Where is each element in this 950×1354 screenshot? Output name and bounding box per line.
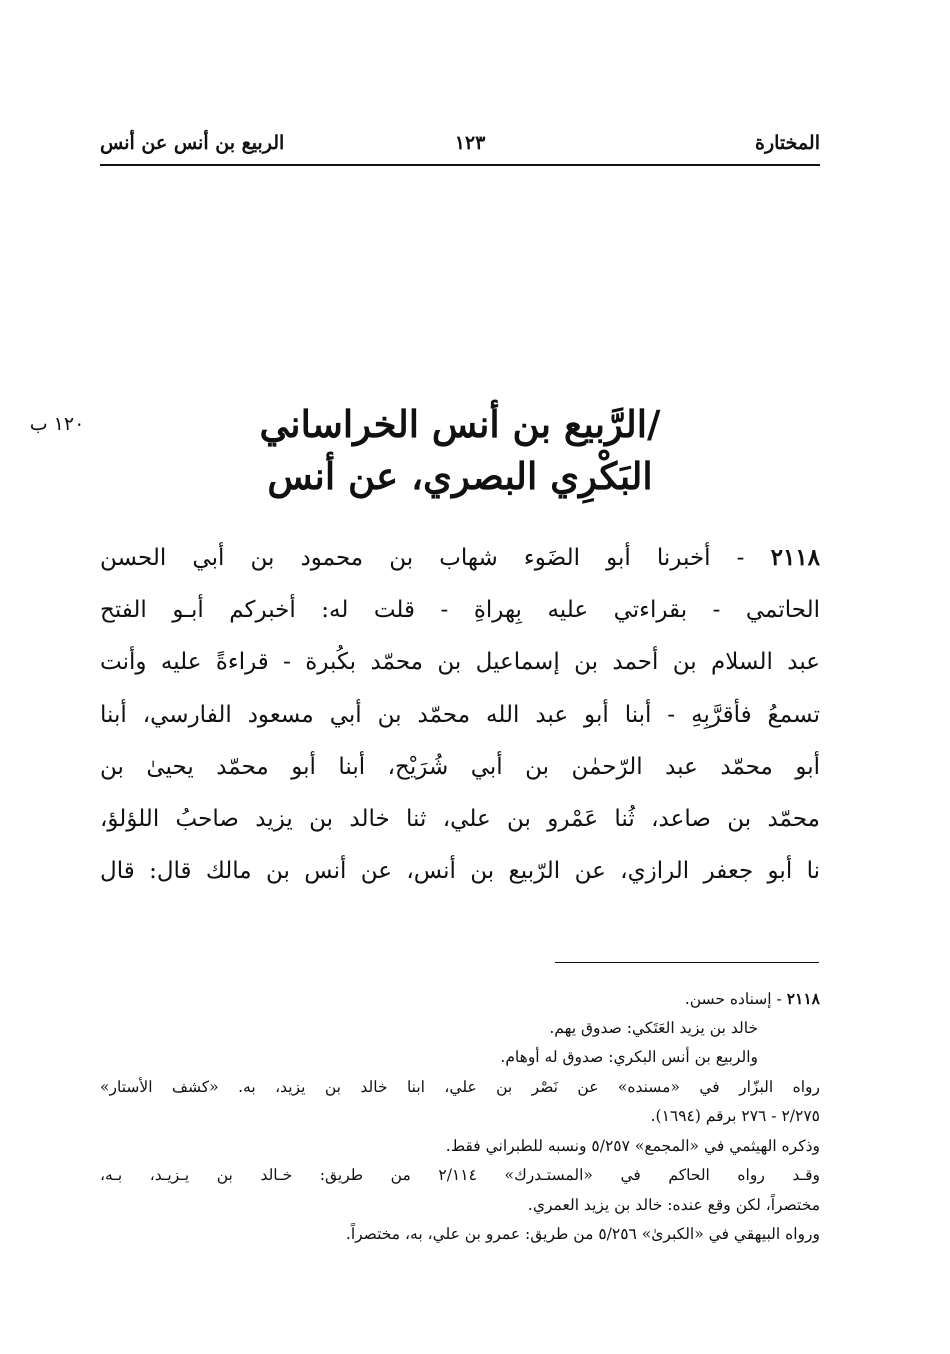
hadith-line: محمّد بن صاعد، ثُنا عَمْرو بن علي، ثنا خالد بن يزيد صاحبُ اللؤلؤ، <box>100 805 820 832</box>
chapter-running-title: الربيع بن أنس عن أنس <box>100 132 285 154</box>
manuscript-folio-marker: ١٢٠ ب <box>29 413 85 435</box>
hadith-narration <box>100 532 820 897</box>
header-rule <box>100 164 820 166</box>
chapter-title-line-2: البَكْرِي البصري، عن أنس <box>267 454 653 498</box>
chapter-title <box>160 398 760 502</box>
hadith-line: تسمعُ فأقرَّبِهِ - أبنا أبو عبد الله محمّد بن أبي مسعود الفارسي، أبنا <box>100 701 820 728</box>
book-title: المختارة <box>755 132 820 154</box>
footnote-line: خالد بن يزيد العَتَكي: صدوق يهم. <box>549 1018 758 1037</box>
hadith-line: الحاتمي - بقراءتي عليه بِهراةِ - قلت له: أخبركم أبـو الفتح <box>100 597 820 624</box>
footnote-line: وقـد رواه الحاكم في «المستـدرك» ٢/١١٤ من طريق: خـالد بن يـزيـد، بـه، <box>100 1166 820 1184</box>
running-header <box>100 128 820 162</box>
footnote-number: ٢١١٨ <box>786 989 820 1008</box>
hadith-line: نا أبو جعفر الرازي، عن الرّبيع بن أنس، عن أنس بن مالك قال: قال <box>100 858 820 885</box>
page-number: ١٢٣ <box>454 132 486 154</box>
footnote-line: رواه البزّار في «مسنده» عن نَصْر بن علي، ابنا خالد بن يزيد، به. «كشف الأستار» <box>100 1077 820 1096</box>
footnote-line: وذكره الهيثمي في «المجمع» ٥/٢٥٧ ونسبه للطبراني فقط. <box>445 1136 820 1155</box>
chapter-title-line-1: /الرَّبيع بن أنس الخراساني <box>259 402 661 446</box>
hadith-line: أبو محمّد عبد الرّحمٰن بن أبي شُرَيْح، أبنا أبو محمّد يحيىٰ بن <box>100 753 820 780</box>
footnote-line: ٢١١٨ - إسناده حسن. <box>684 989 820 1008</box>
hadith-line: عبد السلام بن أحمد بن إسماعيل بن محمّد بكُبرة - قراءةً عليه وأنت <box>100 649 820 676</box>
hadith-number: ٢١١٨ <box>770 544 820 571</box>
footnote-line: والربيع بن أنس البكري: صدوق له أوهام. <box>500 1048 758 1066</box>
footnote-line: ورواه البيهقي في «الكبرىٰ» ٥/٢٥٦ من طريق: عمرو بن علي، به، مختصراً. <box>345 1225 820 1243</box>
footnote-separator <box>555 962 819 963</box>
footnote-line: ٢/٢٧٥ - ٢٧٦ برقم (١٦٩٤). <box>650 1107 820 1125</box>
hadith-line: ٢١١٨ - أخبرنا أبو الضَوء شهاب بن محمود بن أبي الحسن <box>100 544 820 571</box>
footnote-line: مختصراً، لكن وقع عنده: خالد بن يزيد العمري. <box>527 1195 820 1214</box>
footnotes <box>100 984 820 1250</box>
